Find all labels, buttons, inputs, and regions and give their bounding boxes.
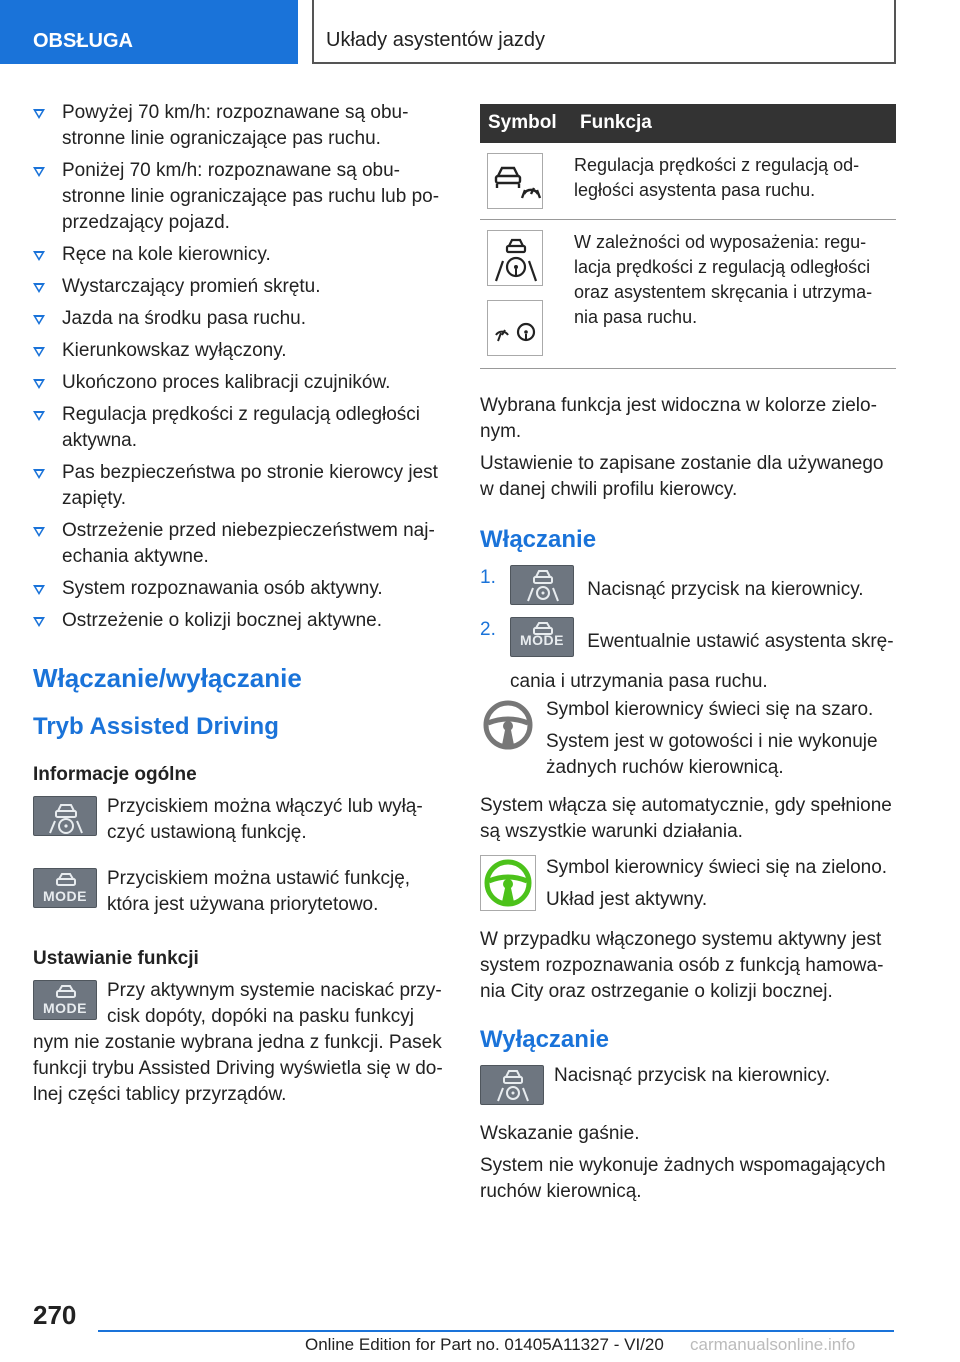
mode-button-icon: MODE xyxy=(510,617,574,657)
heading-function-setting: Ustawianie funkcji xyxy=(33,948,199,969)
mode-button-icon: MODE xyxy=(33,980,97,1020)
page-number: 270 xyxy=(33,1300,77,1330)
off-row: Nacisnąć przycisk na kierownicy. xyxy=(480,1063,896,1113)
triangle-bullet-icon xyxy=(33,617,45,627)
table-row: W zależności od wyposażenia: regulacja prędkości z regulacją odległości oraz asystentem skręcania i utrzymania pasa ruchu. xyxy=(480,220,896,369)
steering-wheel-grey-icon xyxy=(480,697,536,753)
list-item: Ręce na kole kierownicy. xyxy=(33,242,445,268)
triangle-bullet-icon xyxy=(33,167,45,177)
step-2: 2. MODE Ewentualnie ustawić asystenta skręcania i utrzymania pasa ruchu. xyxy=(480,619,894,692)
setting-text-continued: nym nie zostanie wybrana jedna z funkcji. Pasek funkcji trybu Assisted Driving wyświetla się w dolnej części tablicy przyrządów. xyxy=(33,1032,443,1105)
paragraph: Wskazanie gaśnie. xyxy=(480,1123,640,1144)
paragraph: Ustawienie to zapisane zostanie dla używanego w danej chwili profilu kierowcy. xyxy=(480,453,884,500)
symbol-table xyxy=(480,104,896,369)
paragraph: System nie wykonuje żadnych wspomagających ruchów kierownicą. xyxy=(480,1155,886,1202)
general-row-1: Przyciskiem można włączyć lub wyłączyć ustawioną funkcję. xyxy=(33,794,445,852)
right-column xyxy=(480,104,896,1205)
left-column xyxy=(33,100,445,1108)
general-row-2: MODE Przyciskiem można ustawić funkcję, która jest używana priorytetowo. xyxy=(33,866,445,924)
page-header xyxy=(0,0,960,66)
table-row: Regulacja prędkości z regulacją odległości asystenta pasa ruchu. xyxy=(480,143,896,220)
list-item: Powyżej 70 km/h: rozpoznawane są obustronne linie ograniczające pas ruchu. xyxy=(33,100,445,152)
triangle-bullet-icon xyxy=(33,527,45,537)
green-steering-row: Symbol kierownicy świeci się na zielono. Układ jest aktywny. xyxy=(480,855,896,915)
assist-button-icon xyxy=(510,565,574,605)
section-heading-on-off: Włączanie/wyłączanie xyxy=(33,663,302,693)
triangle-bullet-icon xyxy=(33,585,45,595)
assist-button-icon xyxy=(480,1065,544,1105)
list-item: Pas bezpieczeństwa po stronie kierowcy jest zapięty. xyxy=(33,460,445,512)
paragraph: Wybrana funkcja jest widoczna w kolorze zielonym. xyxy=(480,395,877,442)
list-item: Jazda na środku pasa ruchu. xyxy=(33,306,445,332)
watermark: carmanualsonline.info xyxy=(690,1335,856,1354)
list-item: Wystarczający promień skrętu. xyxy=(33,274,445,300)
list-item: System rozpoznawania osób aktywny. xyxy=(33,576,445,602)
speed-steering-symbol-icon xyxy=(487,300,543,356)
triangle-bullet-icon xyxy=(33,283,45,293)
subsection-heading-assisted-driving: Tryb Assisted Driving xyxy=(33,713,279,740)
steering-assist-symbol-icon xyxy=(487,230,543,286)
table-header-function: Funkcja xyxy=(572,104,896,143)
list-item: Poniżej 70 km/h: rozpoznawane są obustronne linie ograniczające pas ruchu lub poprzedzający pojazd. xyxy=(33,158,445,236)
table-header-row xyxy=(480,104,896,143)
table-header-symbol: Symbol xyxy=(480,104,572,143)
grey-steering-row: Symbol kierownicy świeci się na szaro. System jest w gotowości i nie wykonuje żadnych ruchów kierownicą. xyxy=(480,697,896,781)
footer-divider xyxy=(98,1330,894,1332)
mode-button-icon: MODE xyxy=(33,868,97,908)
setting-row: MODE Przy aktywnym systemie naciskać przycisk dopóty, dopóki na pasku funkcyj xyxy=(33,978,445,1030)
heading-switch-off: Wyłączanie xyxy=(480,1026,609,1053)
edition-note: Online Edition for Part no. 01405A11327 - VI/20 xyxy=(305,1335,664,1354)
step-1: 1. Nacisnąć przycisk na kierownicy. xyxy=(480,565,896,605)
list-item: Regulacja prędkości z regulacją odległości aktywna. xyxy=(33,402,445,454)
heading-general-info: Informacje ogólne xyxy=(33,764,197,785)
triangle-bullet-icon xyxy=(33,411,45,421)
list-item: Ostrzeżenie przed niebezpieczeństwem najechania aktywne. xyxy=(33,518,445,570)
assist-button-icon xyxy=(33,796,97,836)
condition-list xyxy=(33,100,445,634)
list-item: Kierunkowskaz wyłączony. xyxy=(33,338,445,364)
heading-switch-on: Włączanie xyxy=(480,526,597,553)
paragraph: W przypadku włączonego systemu aktywny jest system rozpoznawania osób z funkcją hamowania City oraz ostrzeganie o kolizji bocznej. xyxy=(480,929,884,1002)
triangle-bullet-icon xyxy=(33,379,45,389)
chapter-title: Układy asystentów jazdy xyxy=(312,0,896,64)
triangle-bullet-icon xyxy=(33,251,45,261)
section-tab: OBSŁUGA xyxy=(0,0,298,64)
triangle-bullet-icon xyxy=(33,109,45,119)
speed-lane-assist-symbol-icon xyxy=(487,153,543,209)
list-item: Ostrzeżenie o kolizji bocznej aktywne. xyxy=(33,608,445,634)
list-item: Ukończono proces kalibracji czujników. xyxy=(33,370,445,396)
paragraph: System włącza się automatycznie, gdy spełnione są wszystkie warunki działania. xyxy=(480,795,892,842)
triangle-bullet-icon xyxy=(33,315,45,325)
triangle-bullet-icon xyxy=(33,469,45,479)
steering-wheel-green-icon xyxy=(480,855,536,911)
triangle-bullet-icon xyxy=(33,347,45,357)
